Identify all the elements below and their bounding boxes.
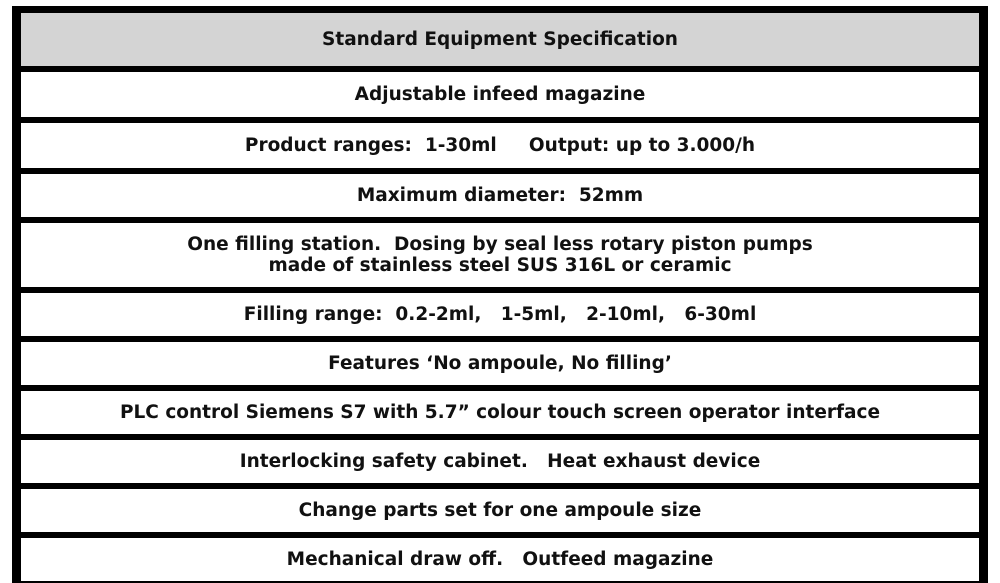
spec-row-diameter [21, 174, 979, 217]
spec-row-outfeed [21, 538, 979, 581]
spec-row-text: Product ranges: 1-30ml Output: up to 3.000/h [244, 135, 756, 156]
spec-row-text-line-2: made of stainless steel SUS 316L or ceramic [268, 255, 732, 276]
specification-table [12, 6, 988, 583]
spec-row-change-parts [21, 489, 979, 532]
table-header [21, 13, 979, 66]
spec-row-filling-station [21, 223, 979, 287]
spec-row-safety-cabinet [21, 440, 979, 483]
spec-row-filling-range [21, 293, 979, 336]
spec-row-text: Mechanical draw off. Outfeed magazine [286, 549, 714, 570]
table-header-title: Standard Equipment Specification [322, 29, 678, 50]
spec-row-product-range [21, 123, 979, 168]
spec-row-plc-control [21, 391, 979, 434]
spec-row-infeed [21, 72, 979, 117]
spec-row-text: Maximum diameter: 52mm [356, 185, 644, 206]
spec-row-text: Filling range: 0.2-2ml, 1-5ml, 2-10ml, 6-30ml [243, 304, 757, 325]
spec-row-text: Interlocking safety cabinet. Heat exhaust device [239, 451, 761, 472]
spec-row-text: Adjustable infeed magazine [354, 84, 646, 105]
spec-row-text: Features ‘No ampoule, No filling’ [328, 353, 672, 374]
spec-row-text: PLC control Siemens S7 with 5.7” colour touch screen operator interface [119, 402, 881, 423]
spec-row-text-line-1: One filling station. Dosing by seal less rotary piston pumps [187, 234, 813, 255]
spec-row-text: Change parts set for one ampoule size [298, 500, 702, 521]
spec-row-features [21, 342, 979, 385]
